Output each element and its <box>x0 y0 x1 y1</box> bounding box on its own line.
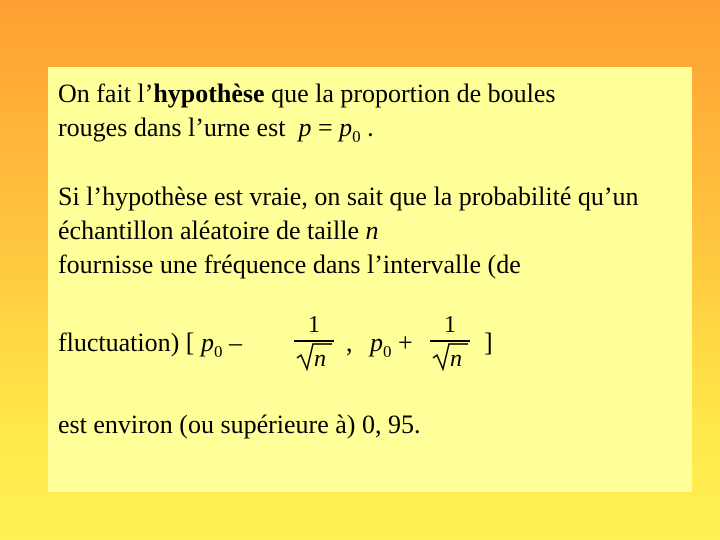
fraction-1-over-sqrt-n-2: 1 n <box>430 312 470 372</box>
paragraph-probability <box>58 180 683 282</box>
conclusion-text: est environ (ou supérieure à) 0, 95. <box>58 410 421 439</box>
hypothesis-text-2: que la proportion de boules <box>264 79 556 108</box>
formula-prefix: fluctuation) [ $p_0$ – <box>58 328 242 361</box>
hypothesis-bold: hypothèse <box>153 79 265 108</box>
probability-text-2: fournisse une fréquence dans l’intervalle (de <box>58 250 521 279</box>
var-p0: p <box>339 113 353 142</box>
var-p: p <box>298 113 312 142</box>
equals-sign: = <box>311 113 340 142</box>
paragraph-hypothesis <box>58 77 682 148</box>
paragraph-conclusion <box>58 408 682 442</box>
fluctuation-interval-formula <box>58 312 682 372</box>
period: . <box>360 113 374 142</box>
probability-text: Si l’hypothèse est vraie, on sait que la probabilité qu’un échantillon aléatoire de taille <box>58 182 639 245</box>
text-panel <box>48 67 692 492</box>
p0-subscript: 0 <box>352 127 361 146</box>
hypothesis-text-3: rouges dans l’urne est <box>58 113 292 142</box>
hypothesis-text-1: On fait l’ <box>58 79 154 108</box>
fraction-1-over-sqrt-n: 1 n <box>294 312 334 372</box>
formula-middle: $p_0$ + <box>370 328 413 361</box>
closing-bracket: ] <box>484 328 493 357</box>
comma: , <box>346 328 353 357</box>
var-n: n <box>365 216 379 245</box>
